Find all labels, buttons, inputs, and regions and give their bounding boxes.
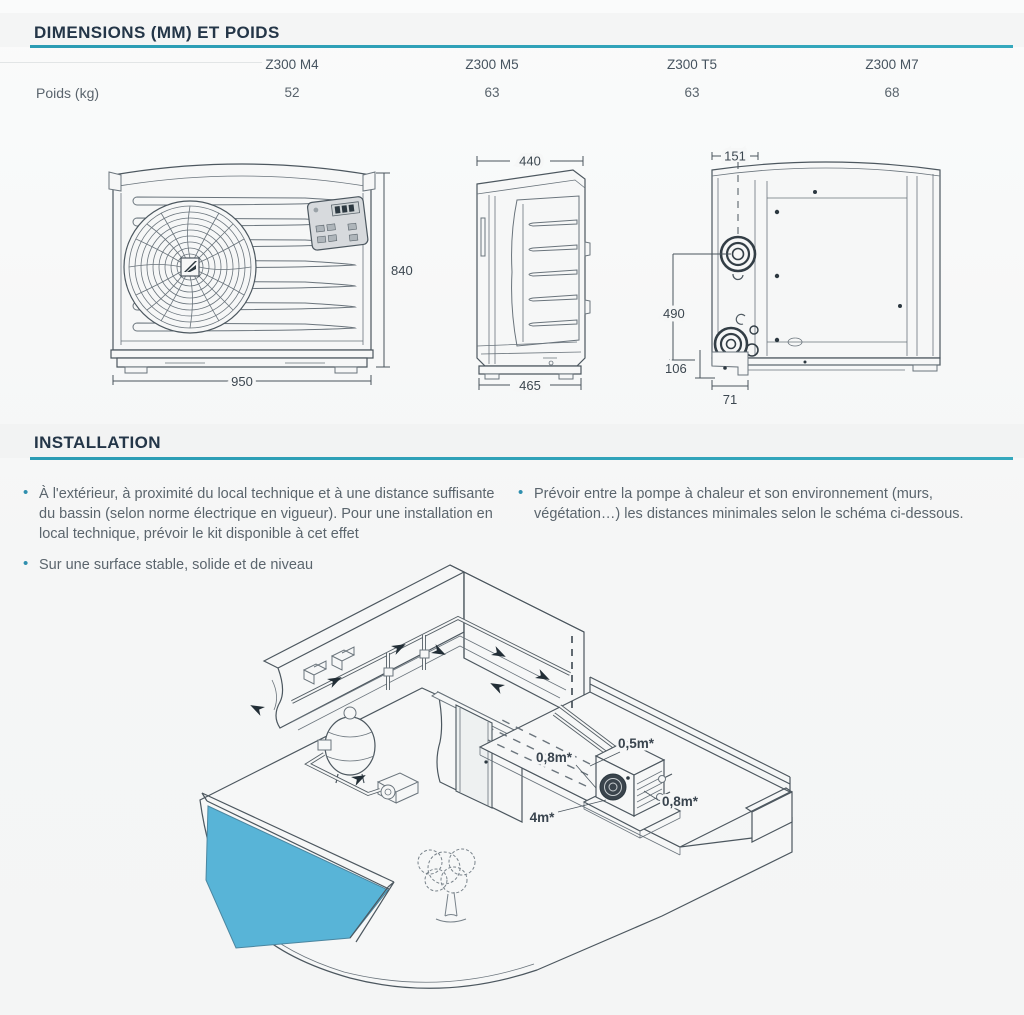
rear-base-dim: 71 (722, 392, 738, 407)
weight-value: 52 (284, 85, 300, 100)
installation-bullets-right (517, 484, 979, 535)
column-header: Z300 M4 (265, 57, 319, 72)
side-dimensions (477, 154, 583, 169)
fan-grille (124, 201, 256, 333)
side-bottom-dim: 465 (519, 378, 541, 393)
clearance-front-label: 0,8m* (535, 750, 573, 765)
clearance-back-label: 0,5m* (617, 736, 655, 751)
column-header: Z300 T5 (666, 57, 718, 72)
installation-title-rule (30, 457, 1013, 460)
side-dimensions-bottom (479, 378, 581, 393)
rear-dim-top (712, 149, 758, 164)
rear-view-drawing (655, 146, 950, 408)
bullet-item: • À l'extérieur, à proximité du local technique et à une distance suffisante du bassin (selon norme électrique en vigueur). Pour une installation en local technique, prévoir le kit disponible à cet effet (22, 484, 504, 544)
rear-height-dim: 490 (663, 306, 685, 321)
clearance-open-label: 4m* (529, 810, 555, 825)
rear-offset-dim: 151 (724, 148, 746, 164)
dimensions-section-title: DIMENSIONS (MM) ET POIDS (34, 23, 280, 42)
installation-section-title: INSTALLATION (34, 433, 161, 452)
side-view-drawing (455, 150, 605, 398)
weight-value: 68 (884, 85, 900, 100)
column-header: Z300 M5 (465, 57, 519, 72)
front-view-drawing (95, 145, 415, 395)
weight-value: 63 (484, 85, 500, 100)
installation-diagram (192, 550, 802, 1012)
weight-value: 63 (684, 85, 700, 100)
front-height-dim: 840 (391, 263, 413, 278)
front-width-dim: 950 (231, 374, 253, 389)
table-corner (30, 57, 192, 72)
side-top-dim: 440 (519, 153, 541, 169)
control-panel (307, 196, 368, 250)
clearance-side-label: 0,8m* (661, 794, 699, 809)
dimensions-title-rule (30, 45, 1013, 48)
weights-table (30, 57, 992, 101)
bullet-item: • Sur une surface stable, solide et de niveau (22, 555, 504, 575)
column-header: Z300 M7 (865, 57, 919, 72)
rear-lower-dim: 106 (665, 361, 687, 376)
row-label: Poids (kg) (36, 85, 100, 101)
bullet-item: • Prévoir entre la pompe à chaleur et son environnement (murs, végétation…) les distances minimales selon le schéma ci-dessous. (517, 484, 979, 524)
